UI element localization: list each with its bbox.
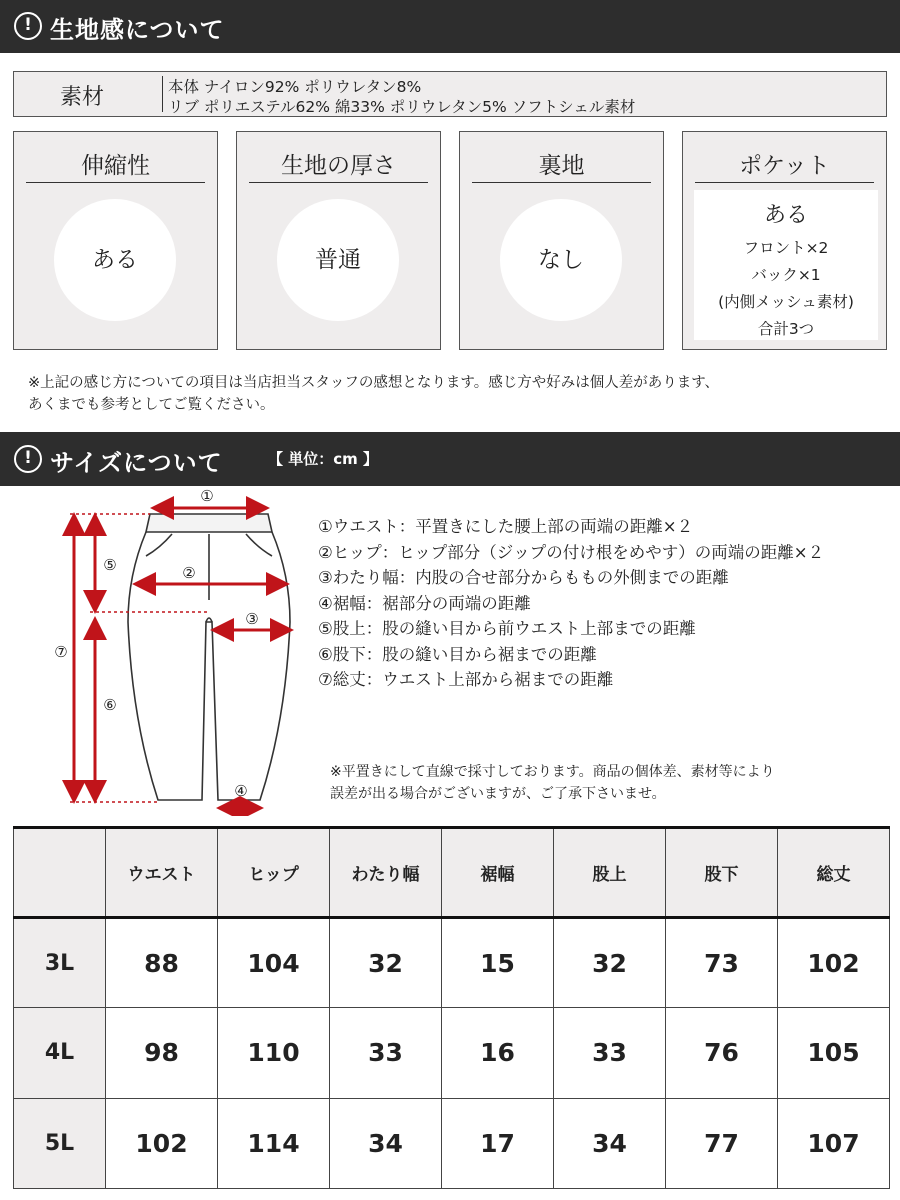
cell-waist: 102 xyxy=(106,1098,218,1188)
fabric-section-title: 生地感について xyxy=(50,16,225,44)
card-thickness-title: 生地の厚さ xyxy=(281,153,396,179)
size-unit-label: 【 単位：cm 】 xyxy=(268,450,378,468)
legend-hem: ④裾幅：裾部分の両端の距離 xyxy=(318,593,531,613)
cell-inseam: 77 xyxy=(666,1098,778,1188)
material-line-1: 本体 ナイロン92% ポリウレタン8% xyxy=(168,78,422,96)
row-size: 4L xyxy=(14,1008,106,1098)
size-section-title: サイズについて xyxy=(50,449,223,477)
material-label: 素材 xyxy=(60,85,105,110)
table-row xyxy=(14,1008,890,1098)
feel-note-line-2: あくまでも参考としてご覧ください。 xyxy=(28,397,275,413)
cell-waist: 88 xyxy=(106,918,218,1008)
cell-rise: 32 xyxy=(554,918,666,1008)
card-thickness xyxy=(236,131,441,350)
cell-inseam: 73 xyxy=(666,918,778,1008)
card-rule xyxy=(249,182,428,183)
header-waist: ウエスト xyxy=(106,828,218,918)
pocket-detail-total: 合計3つ xyxy=(757,320,815,338)
label-6: ⑥ xyxy=(103,696,117,714)
cell-length: 107 xyxy=(778,1098,890,1188)
cell-hip: 104 xyxy=(218,918,330,1008)
label-1: ① xyxy=(200,487,214,505)
pocket-detail-front: フロント×2 xyxy=(743,239,829,257)
exclamation-icon: ! xyxy=(14,12,42,40)
card-pocket xyxy=(682,131,887,350)
measure-number-labels xyxy=(54,487,258,800)
card-thickness-value: 普通 xyxy=(277,199,399,321)
card-rule xyxy=(472,182,651,183)
header-length: 総丈 xyxy=(778,828,890,918)
cell-hip: 110 xyxy=(218,1008,330,1098)
cell-thigh: 34 xyxy=(330,1098,442,1188)
legend-length: ⑦総丈：ウエスト上部から裾までの距離 xyxy=(318,670,614,689)
header-inseam: 股下 xyxy=(666,828,778,918)
label-4: ④ xyxy=(234,782,248,800)
header-hip: ヒップ xyxy=(218,828,330,918)
card-lining-title: 裏地 xyxy=(538,153,585,179)
legend-hip: ②ヒップ：ヒップ部分（ジップの付け根をめやす）の両端の距離×２ xyxy=(318,542,825,562)
cell-length: 105 xyxy=(778,1008,890,1098)
measurement-legend xyxy=(318,514,824,693)
pants-outline xyxy=(128,514,290,800)
header-rise: 股上 xyxy=(554,828,666,918)
measure-guides xyxy=(70,514,210,802)
legend-inseam: ⑥股下：股の縫い目から裾までの距離 xyxy=(318,644,597,664)
cell-thigh: 33 xyxy=(330,1008,442,1098)
measure-arrows xyxy=(74,508,288,808)
label-5: ⑤ xyxy=(103,556,117,574)
feel-note xyxy=(28,372,719,416)
card-rule xyxy=(695,182,874,183)
row-size: 3L xyxy=(14,918,106,1008)
cell-inseam: 76 xyxy=(666,1008,778,1098)
card-stretch xyxy=(13,131,218,350)
header-thigh: わたり幅 xyxy=(330,828,442,918)
cell-rise: 33 xyxy=(554,1008,666,1098)
cell-thigh: 32 xyxy=(330,918,442,1008)
table-row xyxy=(14,1098,890,1188)
cell-hem: 17 xyxy=(442,1098,554,1188)
material-line-2: リブ ポリエステル62% 綿33% ポリウレタン5% ソフトシェル素材 xyxy=(168,98,636,116)
header-hem: 裾幅 xyxy=(442,828,554,918)
card-pocket-value: ある xyxy=(763,203,808,228)
pocket-detail-back: バック×1 xyxy=(751,266,821,284)
card-lining xyxy=(459,131,664,350)
cell-hem: 15 xyxy=(442,918,554,1008)
exclamation-icon: ! xyxy=(14,445,42,473)
size-table xyxy=(13,826,890,1189)
row-size: 5L xyxy=(14,1098,106,1188)
table-row xyxy=(14,918,890,1008)
size-section-header xyxy=(0,432,900,486)
legend-waist: ①ウエスト：平置きにした腰上部の両端の距離×２ xyxy=(318,517,694,536)
measure-note-line-2: 誤差が出る場合がございますが、ご了承下さいませ。 xyxy=(330,786,666,802)
measure-note xyxy=(330,761,775,805)
label-3: ③ xyxy=(245,610,259,628)
legend-rise: ⑤股上：股の縫い目から前ウエスト上部までの距離 xyxy=(318,619,696,638)
card-pocket-title: ポケット xyxy=(739,153,830,179)
legend-thigh: ③わたり幅：内股の合せ部分からももの外側までの距離 xyxy=(318,568,729,587)
header-corner xyxy=(14,828,106,918)
size-table-header xyxy=(14,828,890,918)
cell-waist: 98 xyxy=(106,1008,218,1098)
card-lining-value: なし xyxy=(500,199,622,321)
material-box xyxy=(13,71,887,117)
label-2: ② xyxy=(182,564,196,582)
cell-rise: 34 xyxy=(554,1098,666,1188)
pants-measurement-diagram xyxy=(40,486,310,816)
cell-length: 102 xyxy=(778,918,890,1008)
card-stretch-value: ある xyxy=(54,199,176,321)
feel-note-line-1: ※上記の感じ方についての項目は当店担当スタッフの感想となります。感じ方や好みは個人差があります、 xyxy=(28,375,720,391)
card-rule xyxy=(26,182,205,183)
fabric-section-header xyxy=(0,0,900,53)
pocket-detail-mesh: (内側メッシュ素材) xyxy=(718,293,854,311)
card-stretch-title: 伸縮性 xyxy=(81,153,150,179)
measure-note-line-1: ※平置きにして直線で採寸しております。商品の個体差、素材等により xyxy=(330,764,775,780)
card-pocket-panel xyxy=(694,190,878,340)
label-7: ⑦ xyxy=(54,643,68,661)
material-divider xyxy=(162,76,163,112)
cell-hem: 16 xyxy=(442,1008,554,1098)
cell-hip: 114 xyxy=(218,1098,330,1188)
